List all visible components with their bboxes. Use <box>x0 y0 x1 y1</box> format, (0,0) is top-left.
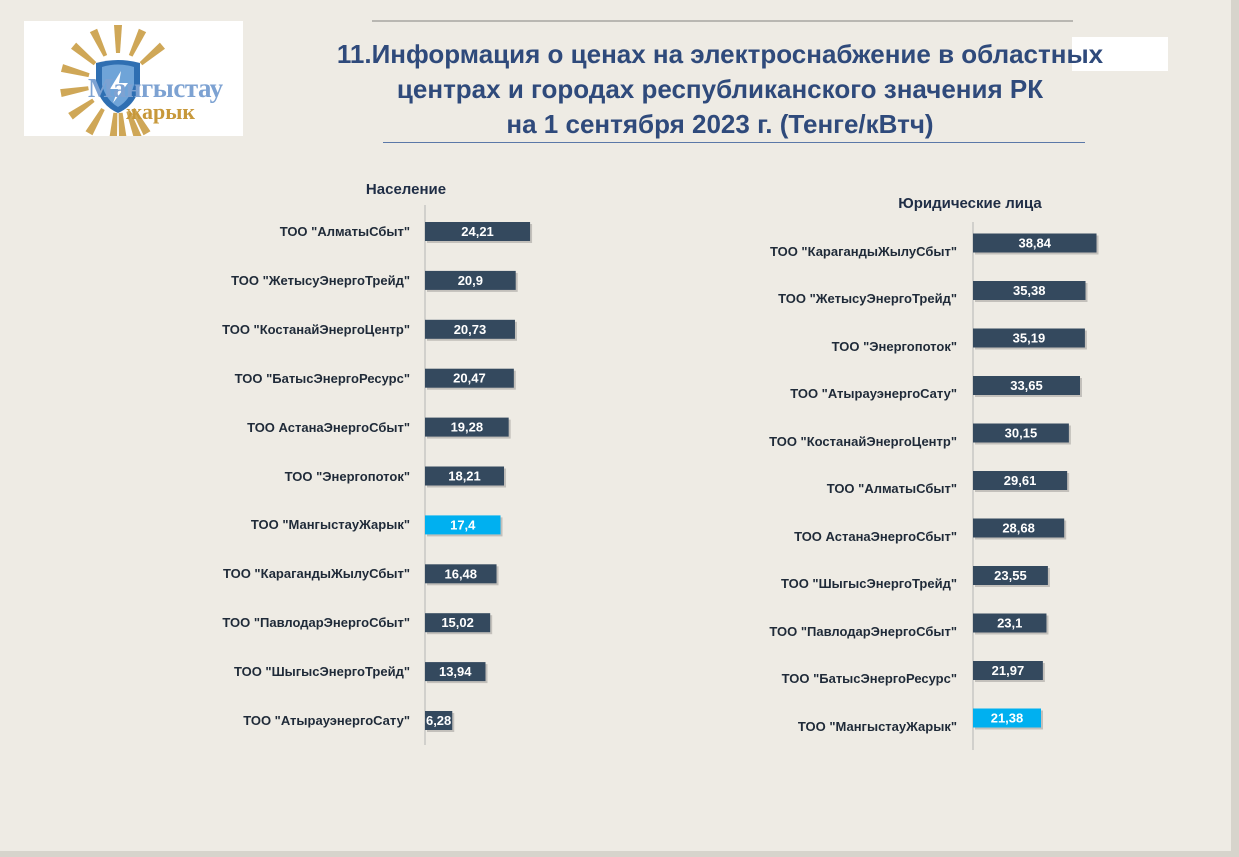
chart-1-data-label: 28,68 <box>1002 520 1035 536</box>
chart-1-category-label: ТОО "АлматыСбыт" <box>826 481 957 496</box>
chart-0-category-label: ТОО "ПавлодарЭнергоСбыт" <box>222 615 410 631</box>
chart-0-category-label: ТОО АстанаЭнергоСбыт" <box>247 419 410 435</box>
chart-0-category-label: ТОО "МангыстауЖарык" <box>250 517 410 533</box>
chart-0-category-label: ТОО "БатысЭнергоРесурс" <box>234 370 410 386</box>
chart-0-data-label: 16,48 <box>444 566 478 582</box>
chart-1-data-label: 23,55 <box>994 568 1027 583</box>
chart-1-category-label: ТОО "АтырауэнергоСату" <box>790 386 957 401</box>
chart-1-category-label: ТОО "КостанайЭнергоЦентр" <box>769 433 957 449</box>
chart-1-category-label: ТОО "МангыстауЖарык" <box>797 718 957 734</box>
logo-brand-line2: жарык <box>126 99 196 124</box>
chart-0-category-label: ТОО "КарагандыЖылуСбыт" <box>222 566 410 582</box>
chart-1-data-label: 30,15 <box>1004 425 1038 441</box>
chart-1-data-label: 21,38 <box>990 710 1024 726</box>
chart-1-category-label: ТОО "ПавлодарЭнергоСбыт" <box>769 623 957 639</box>
chart-1-data-label: 35,19 <box>1012 330 1046 346</box>
chart-1-data-label: 35,38 <box>1012 283 1046 298</box>
title-line-2: центрах и городах республиканского значения РК <box>396 74 1044 104</box>
chart-1-data-label: 23,1 <box>997 615 1023 631</box>
chart-title-population: Население <box>365 181 447 198</box>
chart-0-category-label: ТОО "КостанайЭнергоЦентр" <box>222 321 410 337</box>
chart-0-category-label: ТОО "АтырауэнергоСату" <box>243 713 410 728</box>
chart-0-data-label: 20,9 <box>457 272 484 288</box>
chart-1-data-label: 33,65 <box>1010 378 1043 393</box>
chart-0-data-label: 13,94 <box>438 664 472 680</box>
chart-0-data-label: 6,28 <box>425 713 452 728</box>
chart-0-data-label: 15,02 <box>441 615 474 631</box>
chart-title-legal-entities: Юридические лица <box>898 195 1042 212</box>
chart-1-category-label: ТОО "ЖетысуЭнергоТрейд" <box>778 291 957 306</box>
chart-0-data-label: 17,4 <box>450 517 476 533</box>
chart-0-data-label: 24,21 <box>461 224 494 239</box>
chart-1-data-label: 21,97 <box>991 663 1025 678</box>
chart-1-category-label: ТОО "Энергопоток" <box>831 338 957 354</box>
chart-1-data-label: 38,84 <box>1018 235 1052 251</box>
chart-0-category-label: ТОО "ЖетысуЭнергоТрейд" <box>231 272 410 288</box>
title-line-1: 11.Информация о ценах на электроснабжение в областных <box>336 39 1104 69</box>
chart-0-category-label: ТОО "ШыгысЭнергоТрейд" <box>233 664 410 680</box>
chart-0-category-label: ТОО "Энергопоток" <box>284 468 410 484</box>
chart-1-category-label: ТОО "ШыгысЭнергоТрейд" <box>780 576 957 591</box>
logo-brand-line1: Мангыстау <box>88 73 223 103</box>
chart-0-data-label: 20,47 <box>453 370 486 386</box>
title-line-3: на 1 сентября 2023 г. (Тенге/кВтч) <box>506 109 934 139</box>
chart-0-data-label: 20,73 <box>453 321 487 337</box>
chart-0-data-label: 19,28 <box>450 419 484 435</box>
chart-1-data-label: 29,61 <box>1003 473 1037 488</box>
chart-0-data-label: 18,21 <box>448 468 481 484</box>
chart-1-category-label: ТОО "КарагандыЖылуСбыт" <box>769 243 957 259</box>
chart-1-category-label: ТОО "БатысЭнергоРесурс" <box>781 671 957 686</box>
chart-1-category-label: ТОО АстанаЭнергоСбыт" <box>794 528 957 544</box>
chart-0-category-label: ТОО "АлматыСбыт" <box>279 224 410 239</box>
